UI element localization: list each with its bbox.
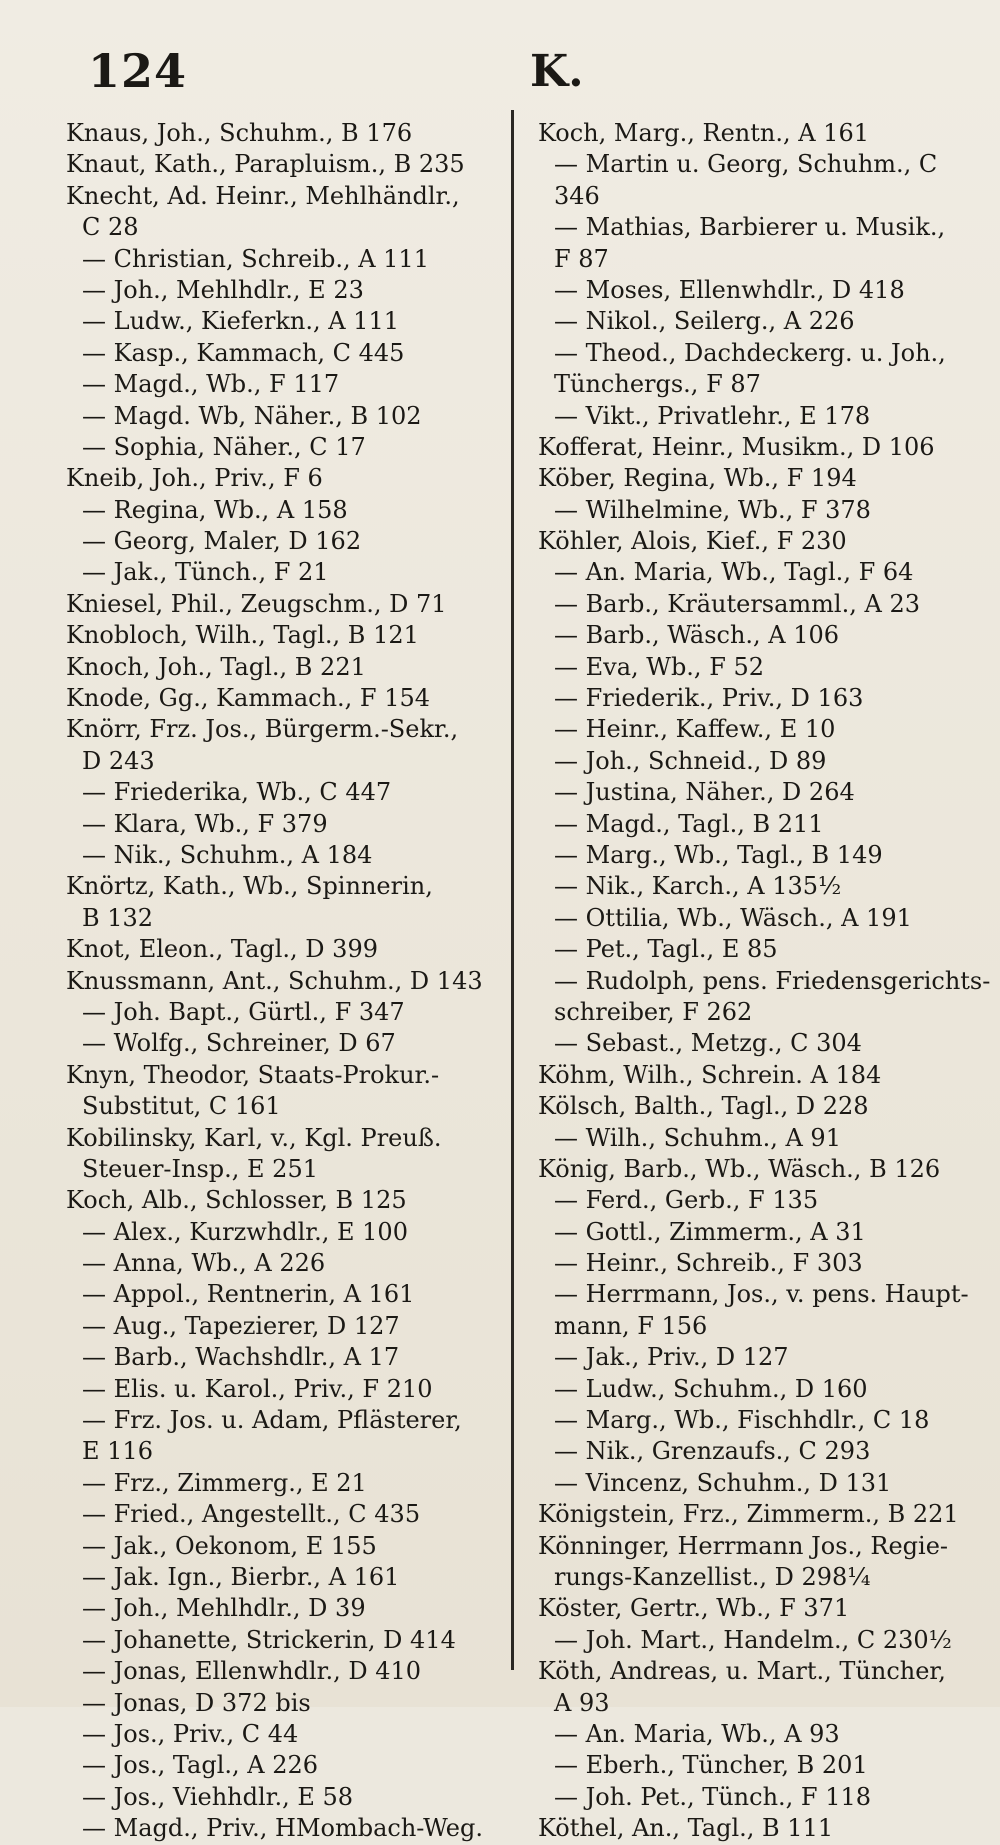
directory-entry: — Jak. Ign., Bierbr., A 161 xyxy=(82,1562,400,1591)
directory-entry: — Eberh., Tüncher, B 201 xyxy=(554,1751,868,1780)
directory-entry: — Kasp., Kammach, C 445 xyxy=(82,338,405,367)
directory-entry: — Rudolph, pens. Friedensgerichts- xyxy=(554,966,991,995)
directory-entry: — Martin u. Georg, Schuhm., C xyxy=(554,150,938,179)
directory-entry: — Alex., Kurzwhdlr., E 100 xyxy=(82,1217,408,1246)
directory-entry: B 132 xyxy=(82,903,154,932)
directory-entry: — Sebast., Metzg., C 304 xyxy=(554,1029,862,1058)
directory-entry: — Magd., Tagl., B 211 xyxy=(554,809,824,838)
directory-entry: Knaus, Joh., Schuhm., B 176 xyxy=(66,119,413,147)
left-column xyxy=(66,118,506,1844)
page-number: 124 xyxy=(88,44,188,98)
directory-entry: — Pet., Tagl., E 85 xyxy=(554,935,778,964)
directory-entry: — Frz. Jos. u. Adam, Pflästerer, xyxy=(82,1406,462,1435)
directory-entry: — Jak., Oekonom, E 155 xyxy=(82,1531,377,1560)
directory-entry: mann, F 156 xyxy=(554,1311,708,1340)
directory-entry: — Jos., Tagl., A 226 xyxy=(82,1751,319,1780)
directory-entry: — Wolfg., Schreiner, D 67 xyxy=(82,1029,396,1058)
directory-entry: Knoch, Joh., Tagl., B 221 xyxy=(66,652,366,681)
directory-entry: — Ludw., Schuhm., D 160 xyxy=(554,1374,868,1403)
directory-entry: — Nik., Grenzaufs., C 293 xyxy=(554,1437,871,1466)
directory-entry: Knörtz, Kath., Wb., Spinnerin, xyxy=(66,872,433,901)
directory-entry: Köth, Andreas, u. Mart., Tüncher, xyxy=(538,1657,946,1686)
directory-entry: — Moses, Ellenwhdlr., D 418 xyxy=(554,275,905,304)
directory-entry: — Friederika, Wb., C 447 xyxy=(82,778,392,807)
directory-entry: — Joh. Bapt., Gürtl., F 347 xyxy=(82,997,405,1026)
directory-entry: — An. Maria, Wb., Tagl., F 64 xyxy=(554,558,914,587)
directory-entry: Kobilinsky, Karl, v., Kgl. Preuß. xyxy=(66,1123,442,1152)
directory-entry: A 93 xyxy=(554,1688,610,1717)
directory-entry: Köhler, Alois, Kief., F 230 xyxy=(538,527,847,556)
directory-entry: — Magd., Priv., HMombach-Weg. xyxy=(82,1814,484,1843)
directory-entry: — Joh., Mehlhdlr., D 39 xyxy=(82,1594,366,1623)
directory-entry: Königstein, Frz., Zimmerm., B 221 xyxy=(538,1500,959,1529)
directory-entry: Köster, Gertr., Wb., F 371 xyxy=(538,1594,850,1623)
directory-entry: — Joh. Pet., Tünch., F 118 xyxy=(554,1782,872,1811)
directory-entry: Kneib, Joh., Priv., F 6 xyxy=(66,464,323,493)
directory-entry: Knaut, Kath., Parapluism., B 235 xyxy=(66,150,465,179)
directory-entry: — Jos., Priv., C 44 xyxy=(82,1719,299,1748)
directory-entry: — Theod., Dachdeckerg. u. Joh., xyxy=(554,338,946,367)
directory-entry: — Jak., Priv., D 127 xyxy=(554,1343,789,1372)
directory-entry: — Jak., Tünch., F 21 xyxy=(82,558,329,587)
directory-entry: rungs-Kanzellist., D 298¼ xyxy=(554,1562,871,1591)
directory-entry: Knode, Gg., Kammach., F 154 xyxy=(66,684,431,713)
right-column xyxy=(538,118,991,1844)
directory-entry: — Aug., Tapezierer, D 127 xyxy=(82,1311,400,1340)
directory-entry: — Anna, Wb., A 226 xyxy=(82,1249,326,1278)
page-header xyxy=(0,44,1000,114)
directory-entry: — Sophia, Näher., C 17 xyxy=(82,432,366,461)
directory-entry: — Ferd., Gerb., F 135 xyxy=(554,1186,819,1215)
directory-entry: 346 xyxy=(554,181,600,210)
directory-entry: — Joh. Mart., Handelm., C 230½ xyxy=(554,1625,952,1654)
directory-entry: Knot, Eleon., Tagl., D 399 xyxy=(66,935,378,964)
directory-entry: — Wilhelmine, Wb., F 378 xyxy=(554,495,871,524)
directory-entry: Knörr, Frz. Jos., Bürgerm.-Sekr., xyxy=(66,715,459,744)
directory-entry: Könninger, Herrmann Jos., Regie- xyxy=(538,1531,949,1560)
directory-entry: — Ludw., Kieferkn., A 111 xyxy=(82,307,399,336)
directory-entry: — Mathias, Barbierer u. Musik., xyxy=(554,213,946,242)
directory-entry: — Appol., Rentnerin, A 161 xyxy=(82,1280,415,1309)
directory-entry: F 87 xyxy=(554,244,609,273)
directory-entry: — Johanette, Strickerin, D 414 xyxy=(82,1625,456,1654)
directory-entry: Knobloch, Wilh., Tagl., B 121 xyxy=(66,621,419,650)
directory-entry: Köhm, Wilh., Schrein. A 184 xyxy=(538,1060,882,1089)
directory-entry: — Joh., Mehlhdlr., E 23 xyxy=(82,275,364,304)
directory-entry: Köthel, An., Tagl., B 111 xyxy=(538,1814,834,1843)
directory-entry: — Regina, Wb., A 158 xyxy=(82,495,348,524)
directory-entry: schreiber, F 262 xyxy=(554,997,753,1026)
directory-entry: E 116 xyxy=(82,1437,153,1466)
directory-entry: — Frz., Zimmerg., E 21 xyxy=(82,1468,367,1497)
directory-entry: Substitut, C 161 xyxy=(82,1092,281,1121)
directory-entry: — Barb., Wachshdlr., A 17 xyxy=(82,1343,400,1372)
directory-entry: — Christian, Schreib., A 111 xyxy=(82,244,429,273)
directory-entry: Koch, Alb., Schlosser, B 125 xyxy=(66,1186,407,1215)
directory-entry: — Barb., Kräutersamml., A 23 xyxy=(554,589,920,618)
directory-entry: — Gottl., Zimmerm., A 31 xyxy=(554,1217,866,1246)
directory-entry: — An. Maria, Wb., A 93 xyxy=(554,1719,840,1748)
directory-entry: — Magd. Wb, Näher., B 102 xyxy=(82,401,422,430)
directory-entry: Kniesel, Phil., Zeugschm., D 71 xyxy=(66,589,447,618)
directory-entry: Knussmann, Ant., Schuhm., D 143 xyxy=(66,966,483,995)
directory-entry: — Joh., Schneid., D 89 xyxy=(554,746,827,775)
directory-entry: — Friederik., Priv., D 163 xyxy=(554,684,864,713)
directory-entry: — Ottilia, Wb., Wäsch., A 191 xyxy=(554,903,912,932)
section-letter: K. xyxy=(530,46,584,97)
directory-entry: — Heinr., Schreib., F 303 xyxy=(554,1249,863,1278)
directory-entry: C 28 xyxy=(82,213,139,242)
column-divider xyxy=(511,110,514,1670)
directory-entry: Knyn, Theodor, Staats-Prokur.- xyxy=(66,1060,440,1089)
directory-entry: D 243 xyxy=(82,746,155,775)
directory-entry: — Vincenz, Schuhm., D 131 xyxy=(554,1468,892,1497)
directory-entry: — Magd., Wb., F 117 xyxy=(82,370,340,399)
directory-entry: Knecht, Ad. Heinr., Mehlhändlr., xyxy=(66,181,460,210)
directory-entry: — Eva, Wb., F 52 xyxy=(554,652,765,681)
directory-entry: — Fried., Angestellt., C 435 xyxy=(82,1500,421,1529)
directory-entry: — Heinr., Kaffew., E 10 xyxy=(554,715,836,744)
directory-entry: König, Barb., Wb., Wäsch., B 126 xyxy=(538,1154,941,1183)
directory-entry: — Marg., Wb., Tagl., B 149 xyxy=(554,840,883,869)
directory-entry: Tünchergs., F 87 xyxy=(554,370,761,399)
directory-entry: — Klara, Wb., F 379 xyxy=(82,809,328,838)
directory-entry: — Herrmann, Jos., v. pens. Haupt- xyxy=(554,1280,969,1309)
directory-entry: Koch, Marg., Rentn., A 161 xyxy=(538,119,869,147)
directory-entry: — Wilh., Schuhm., A 91 xyxy=(554,1123,841,1152)
directory-entry: Kofferat, Heinr., Musikm., D 106 xyxy=(538,432,935,461)
directory-entry: Kölsch, Balth., Tagl., D 228 xyxy=(538,1092,869,1121)
directory-entry: — Vikt., Privatlehr., E 178 xyxy=(554,401,871,430)
directory-entry: — Nikol., Seilerg., A 226 xyxy=(554,307,855,336)
directory-entry: — Elis. u. Karol., Priv., F 210 xyxy=(82,1374,433,1403)
directory-entry: — Barb., Wäsch., A 106 xyxy=(554,621,840,650)
directory-entry: — Jonas, Ellenwhdlr., D 410 xyxy=(82,1657,422,1686)
directory-entry: — Justina, Näher., D 264 xyxy=(554,778,855,807)
directory-entry: — Nik., Schuhm., A 184 xyxy=(82,840,373,869)
directory-entry: — Nik., Karch., A 135½ xyxy=(554,872,842,901)
directory-entry: — Jos., Viehhdlr., E 58 xyxy=(82,1782,354,1811)
directory-entry: — Jonas, D 372 bis xyxy=(82,1688,311,1717)
directory-entry: Köber, Regina, Wb., F 194 xyxy=(538,464,857,493)
directory-entry: — Marg., Wb., Fischhdlr., C 18 xyxy=(554,1406,930,1435)
directory-entry: Steuer-Insp., E 251 xyxy=(82,1154,318,1183)
directory-entry: — Georg, Maler, D 162 xyxy=(82,527,362,556)
